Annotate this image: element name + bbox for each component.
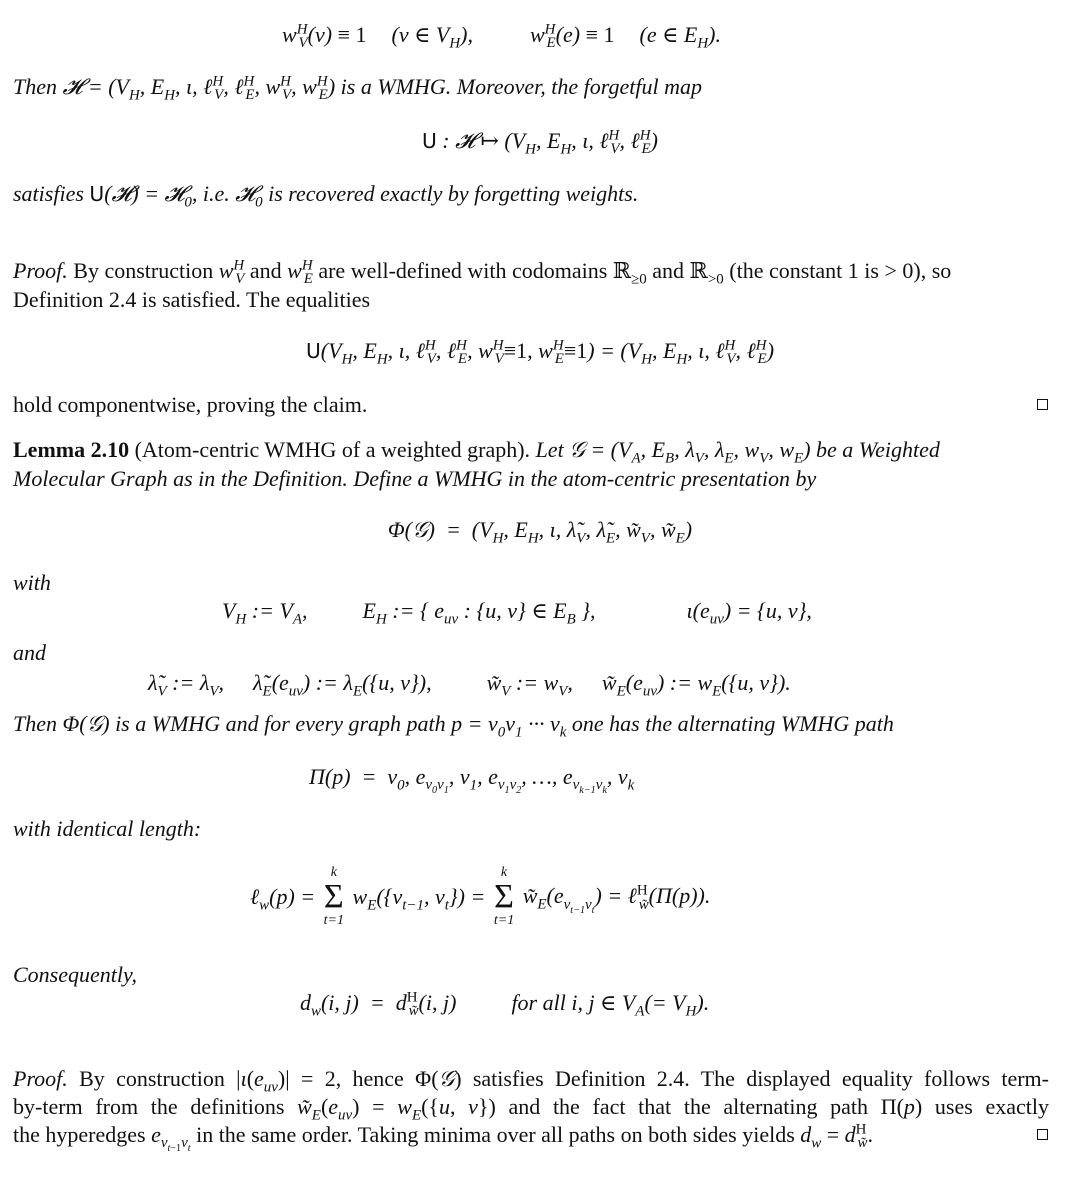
vh-def: $V_H$ := $V_A$, [222, 598, 308, 628]
lemma-line2: Molecular Graph as in the Definition. Define a WMHG in the atom-centric presentation by [13, 466, 817, 491]
dist-cond: for all i, j ∈ $V_A(= V_H)$. [511, 990, 710, 1020]
with-label: with [13, 570, 51, 595]
proof2-label: Proof. [13, 1066, 68, 1091]
edge-weight-def: $w^H_E(e) \equiv 1$ [529, 21, 615, 52]
vertex-weight-cond: (v ∈ $V_H$), [391, 22, 473, 52]
and-label: and [13, 640, 46, 665]
distance-equation [300, 989, 710, 1020]
proof1-line2: Definition 2.4 is satisfied. The equalities [13, 287, 371, 312]
phi-definition: Φ(𝒢) = ($V_H$, $E_H$, ι, $\lambdã_V$, $\lambdã_E$, $w̃_V$, $w̃_E$) [387, 517, 693, 547]
proof2-line1: Proof. By construction $|\iota(e_{uv})| = 2$, hence Φ(𝒢) satisfies Definition 2.4. The displayed equality follows term- [13, 1066, 1049, 1096]
proof1-line3: hold componentwise, proving the claim. [13, 392, 368, 417]
qed-symbol [1037, 399, 1048, 410]
proof1-equation: $U(V_H$, $E_H$, ι, ℓ$^H_V$, ℓ$^H_E$, $w^H_V\equiv 1$, $w^H_E\equiv 1) = (V_H$, $E_H$, ι, ℓ$^H_V$, ℓ$^H_E$) [305, 337, 775, 368]
edge-weight-cond: (e ∈ $E_H$). [639, 22, 721, 52]
statement-satisfies-line: satisfies U(𝓗) = 𝓗$_0$, i.e. 𝓗$_0$ is recovered exactly by forgetting weights. [13, 181, 639, 211]
then-phi-line: Then Φ(𝒢) is a WMHG and for every graph path $p = v_0v_1$ ··· $v_k$ one has the alternating WMHG path [13, 711, 894, 741]
proof1-label: Proof. [13, 258, 68, 283]
statement-then-line: Then 𝓗 = ($V_H$, $E_H$, ι, ℓ$^H_V$, ℓ$^H_E$, $w^H_V$, $w^H_E$) is a WMHG. Moreover, the forgetful map [13, 73, 702, 104]
proof2-line2: by-term from the definitions $w̃_E(e_{uv}) = w_E(\{u$, v}) and the fact that the alternating path Π(p) uses exactly [13, 1094, 1050, 1124]
le-def: $\lambdã_E(e_{uv})$ := $\lambda_E(\{u$, v}), [253, 670, 432, 700]
vertex-weight-def: $w^H_V(v) \equiv 1$ [282, 21, 367, 52]
dist-eq: $d_w(i$, $j) = d^H_{w̃}(i$, j) [300, 989, 457, 1020]
iota-def: $\iota(e_{uv}) = \{u$, v}, [686, 598, 812, 628]
qed-symbol-2 [1037, 1129, 1048, 1140]
lemma-title: Lemma 2.10 [13, 437, 130, 462]
lemma-subtitle: (Atom-centric WMHG of a weighted graph). [134, 437, 531, 462]
proof1-line1: Proof. By construction $w^H_V$ and $w^H_E$ are well-defined with codomains ℝ$_{\ge 0}$ and ℝ$_{>0}$ (the constant 1 is > 0), so [13, 257, 952, 288]
label-weight-defs [148, 670, 791, 700]
lemma-line1: Lemma 2.10 (Atom-centric WMHG of a weighted graph). Let 𝒢 = ($V_A$, $E_B$, $\lambda_V$, $\lambda_E$, $w_V$, $w_E$) be a Weighted [13, 437, 940, 467]
sum-symbol-1: k Σ t=1 [323, 865, 344, 928]
forgetful-map-equation: U : 𝓗 ↦ ($V_H$, $E_H$, ι, ℓ$^H_V$, ℓ$^H_E$) [421, 127, 658, 158]
eh-def: $E_H$ := { $e_{uv}$ : {u, v} ∈ $E_B$ }, [362, 598, 596, 628]
hypergraph-sets-def [222, 598, 812, 628]
identical-length-label: with identical length: [13, 816, 202, 841]
lv-def: $\lambdã_V$ := $\lambda_V$, [148, 670, 225, 700]
proof2-line3: the hyperedges $e_{v_{t-1}v_t}$ in the same order. Taking minima over all paths on both sides yields $d_w = d^H_{w̃}$. [13, 1121, 873, 1155]
wv-def: $w̃_V$ := $w_V$, [486, 670, 573, 700]
pi-path-equation: $\Pi(p) = v_0$, $e_{v_0v_1}$, $v_1$, $e_{v_1v_2}$, …, $e_{v_{k-1}v_k}$, $v_k$ [309, 764, 635, 797]
consequently-label: Consequently, [13, 962, 138, 987]
sum-symbol-2: k Σ t=1 [493, 865, 515, 928]
we-def: $w̃_E(e_{uv})$ := $w_E(\{u$, v}). [601, 670, 791, 700]
weight-definitions [282, 21, 721, 52]
length-equation: ℓ$_w$(p) = k Σ t=1 $w_E(\{v_{t-1}$, $v_t$}) = k Σ t=1 $w̃_E(e_{v_{t-1}v_t})$ = ℓ$^H_{w̃}$(Π(p)). [250, 865, 711, 928]
